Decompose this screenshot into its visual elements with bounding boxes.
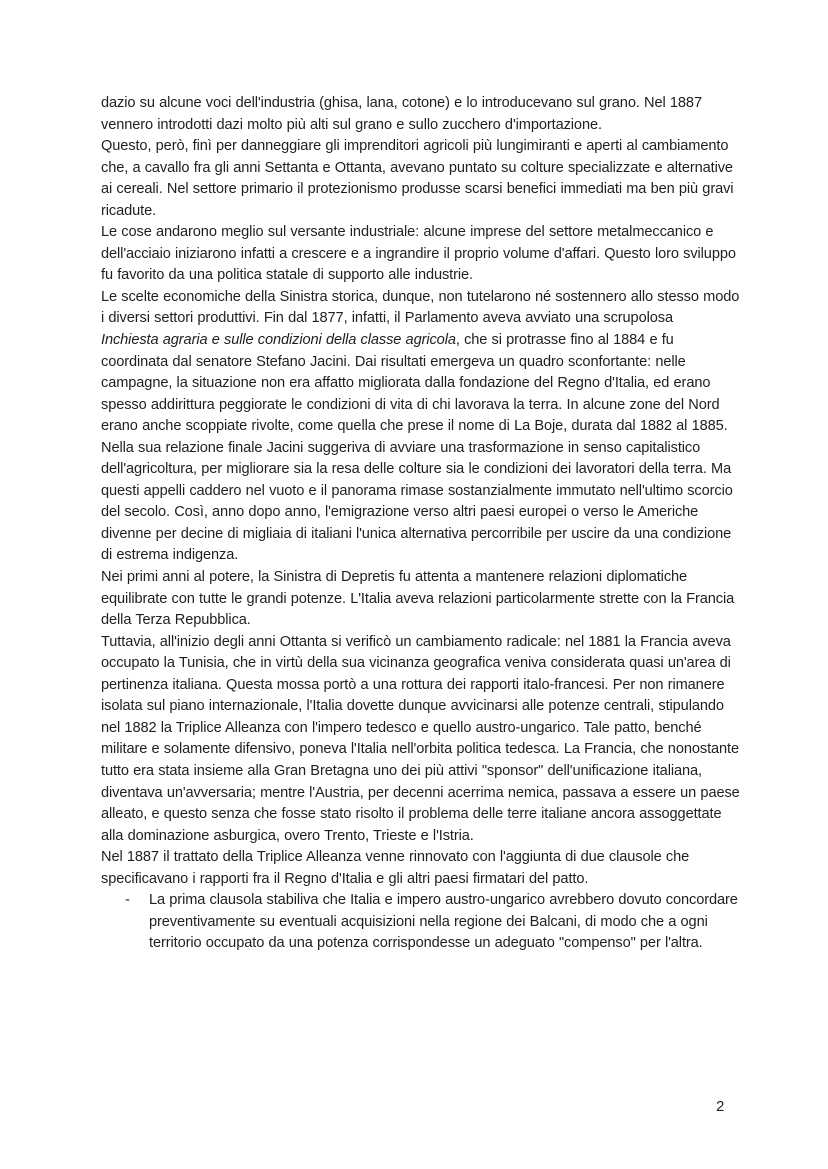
paragraph-relazione-jacini: Nella sua relazione finale Jacini suggeriva di avviare una trasformazione in senso capitalistico dell'agricoltura, per migliorare sia la resa delle colture sia le condizioni dei lavoratori della terra. Ma questi appelli caddero nel vuoto e il panorama rimase sostanzialmente immutato nell'ultimo scorcio del secolo. Così, anno dopo anno, l'emigrazione verso altri paesi europei o verso le Americhe divenne per decine di migliaia di italiani l'unica alternativa percorribile per uscire da una condizione di estrema indigenza. <box>101 439 733 564</box>
inchiesta-text: , che si protrasse fino al 1884 e fu coordinata dal senatore Stefano Jacini. Dai risultati emergeva un quadro sconfortante: nelle campagne, la situazione non era affatto migliorata dalla fondazione del Regno d'Italia, ed erano spesso addirittura peggiorate le condizioni di vita di chi lavorava la terra. In alcune zone del Nord erano anche scoppiate rivolte, come quella che prese il nome di La Boje, durata dal 1882 al 1885. <box>101 332 728 435</box>
dash-bullet-icon: - <box>125 892 130 909</box>
paragraph-industria: Le cose andarono meglio sul versante industriale: alcune imprese del settore metalmeccanico e dell'acciaio iniziarono infatti a crescere e a ingrandire il proprio volume d'affari. Questo loro sviluppo fu favorito da una politica statale di supporto alle industrie. <box>101 224 736 284</box>
clausole-list <box>101 890 741 955</box>
list-item <box>101 890 741 955</box>
clausola-text: La prima clausola stabiliva che Italia e impero austro-ungarico avrebbero dovuto concordare preventivamente su eventuali acquisizioni nella regione dei Balcani, di modo che a ogni territorio occupato da una potenza corrispondesse un adeguato "compenso" per l'altra. <box>149 892 738 952</box>
paragraph-dazi: dazio su alcune voci dell'industria (ghisa, lana, cotone) e lo introducevano sul grano. Nel 1887 vennero introdotti dazi molto più alti sul grano e sullo zucchero d'importazione. <box>101 95 702 133</box>
paragraph-danni-agricoltura: Questo, però, finì per danneggiare gli imprenditori agricoli più lungimiranti e aperti al cambiamento che, a cavallo fra gli anni Settanta e Ottanta, avevano puntato su colture specializzate e alternative ai cereali. Nel settore primario il protezionismo produsse scarsi benefici immediati ma ben più gravi ricadute. <box>101 138 734 219</box>
page-number: 2 <box>716 1098 725 1115</box>
paragraph-depretis: Nei primi anni al potere, la Sinistra di Depretis fu attenta a mantenere relazioni diplomatiche equilibrate con tutte le grandi potenze. L'Italia aveva relazioni particolarmente strette con la Francia della Terza Repubblica. <box>101 569 735 629</box>
paragraph-inchiesta-agraria <box>101 330 741 438</box>
inchiesta-title: Inchiesta agraria e sulle condizioni della classe agricola <box>101 332 456 349</box>
paragraph-scelte-economiche: Le scelte economiche della Sinistra storica, dunque, non tutelarono né sostennero allo stesso modo i diversi settori produttivi. Fin dal 1877, infatti, il Parlamento aveva avviato una scrupolosa <box>101 288 740 327</box>
paragraph-triplice-alleanza: Tuttavia, all'inizio degli anni Ottanta si verificò un cambiamento radicale: nel 1881 la Francia aveva occupato la Tunisia, che in virtù della sua vicinanza geografica veniva considerata quasi un'area di pertinenza italiana. Questa mossa portò a una rottura dei rapporti italo-francesi. Per non rimanere isolata sul piano internazionale, l'Italia dovette dunque avvicinarsi alle potenze centrali, stipulando nel 1882 la Triplice Alleanza con l'impero tedesco e quello austro-ungarico. Tale patto, benché militare e solamente difensivo, poneva l'Italia nell'orbita politica tedesca. La Francia, che nonostante tutto era stata insieme alla Gran Bretagna uno dei più attivi "sponsor" dell'unificazione italiana, diventava un'avversaria; mentre l'Austria, per decenni acerrima nemica, passava a essere un paese alleato, e questo senza che fosse stato risolto il problema delle terre italiane ancora assoggettate alla dominazione asburgica, overo Trento, Trieste e l'Istria. <box>101 633 740 844</box>
document-page <box>101 93 741 955</box>
paragraph-rinnovo-trattato: Nel 1887 il trattato della Triplice Alleanza venne rinnovato con l'aggiunta di due clausole che specificavano i rapporti fra il Regno d'Italia e gli altri paesi firmatari del patto. <box>101 849 690 887</box>
